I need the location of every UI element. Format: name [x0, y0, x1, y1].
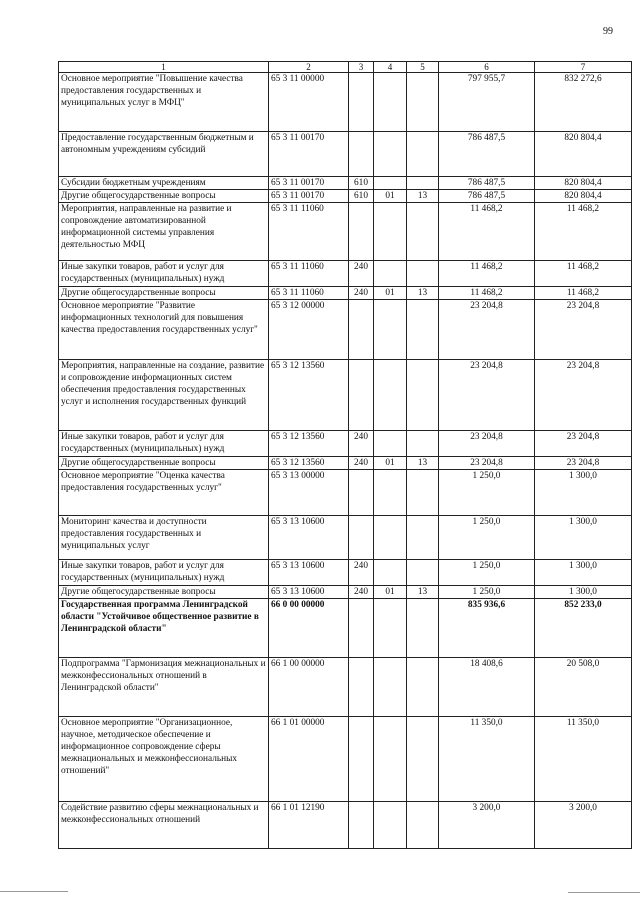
row-col-4: [374, 431, 407, 457]
row-col-3: [349, 470, 374, 516]
row-col-4: [374, 658, 407, 717]
row-col-3: [349, 516, 374, 560]
row-col-4: 01: [374, 287, 407, 300]
row-col-3: [349, 73, 374, 132]
row-value-col-7: 852 233,0: [535, 599, 632, 658]
row-value-col-7: 23 204,8: [535, 431, 632, 457]
row-col-4: 01: [374, 457, 407, 470]
table-row: [59, 177, 632, 190]
row-col-5: [407, 73, 439, 132]
row-col-4: [374, 560, 407, 586]
row-value-col-6: 23 204,8: [439, 360, 535, 431]
row-col-4: [374, 203, 407, 261]
row-name: Содействие развитию сферы межнациональных и межконфессиональных отношений: [59, 802, 269, 849]
row-col-3: 610: [349, 190, 374, 203]
table-row: [59, 560, 632, 586]
row-code: 65 3 11 00170: [269, 132, 349, 177]
table-row: [59, 658, 632, 717]
row-col-3: [349, 717, 374, 802]
row-value-col-6: 797 955,7: [439, 73, 535, 132]
row-value-col-6: 23 204,8: [439, 431, 535, 457]
row-value-col-7: 832 272,6: [535, 73, 632, 132]
row-value-col-6: 786 487,5: [439, 190, 535, 203]
row-name: Мероприятия, направленные на развитие и сопровождение автоматизированной информационной системы управления деятельностью МФЦ: [59, 203, 269, 261]
row-col-5: 13: [407, 586, 439, 599]
row-code: 65 3 11 00170: [269, 177, 349, 190]
row-value-col-6: 1 250,0: [439, 470, 535, 516]
table-row: [59, 599, 632, 658]
row-code: 65 3 11 00170: [269, 190, 349, 203]
row-name: Основное мероприятие "Оценка качества предоставления государственных услуг": [59, 470, 269, 516]
row-value-col-6: 11 350,0: [439, 717, 535, 802]
row-col-3: [349, 132, 374, 177]
row-code: 65 3 12 13560: [269, 360, 349, 431]
table-row: [59, 457, 632, 470]
row-name: Основное мероприятие "Развитие информационных технологий для повышения качества предоставления государственных услуг": [59, 300, 269, 360]
row-value-col-7: 20 508,0: [535, 658, 632, 717]
row-value-col-7: 23 204,8: [535, 300, 632, 360]
row-value-col-7: 1 300,0: [535, 470, 632, 516]
row-col-4: [374, 802, 407, 849]
row-col-5: 13: [407, 457, 439, 470]
row-name: Субсидии бюджетным учреждениям: [59, 177, 269, 190]
row-name: Предоставление государственным бюджетным и автономным учреждениям субсидий: [59, 132, 269, 177]
row-value-col-6: 835 936,6: [439, 599, 535, 658]
table-row: [59, 802, 632, 849]
row-name: Основное мероприятие "Повышение качества предоставления государственных и муниципальных услуг в МФЦ": [59, 73, 269, 132]
row-col-4: [374, 132, 407, 177]
header-col-7: 7: [535, 62, 632, 73]
row-value-col-6: 1 250,0: [439, 516, 535, 560]
row-col-3: [349, 203, 374, 261]
row-col-5: [407, 470, 439, 516]
row-code: 66 1 01 12190: [269, 802, 349, 849]
row-col-5: [407, 599, 439, 658]
table-row: [59, 203, 632, 261]
row-value-col-6: 18 408,6: [439, 658, 535, 717]
row-col-5: [407, 431, 439, 457]
row-value-col-6: 11 468,2: [439, 261, 535, 287]
row-col-4: 01: [374, 190, 407, 203]
row-code: 65 3 11 11060: [269, 203, 349, 261]
row-value-col-6: 1 250,0: [439, 560, 535, 586]
row-code: 65 3 13 10600: [269, 586, 349, 599]
row-col-3: [349, 802, 374, 849]
row-col-5: 13: [407, 287, 439, 300]
row-value-col-7: 11 468,2: [535, 287, 632, 300]
budget-table: [58, 61, 632, 849]
row-value-col-6: 786 487,5: [439, 132, 535, 177]
table-row: [59, 190, 632, 203]
row-col-5: [407, 132, 439, 177]
row-name: Подпрограмма "Гармонизация межнациональных и межконфессиональных отношений в Ленинградской области": [59, 658, 269, 717]
table-row: [59, 431, 632, 457]
row-col-5: [407, 261, 439, 287]
row-value-col-6: 1 250,0: [439, 586, 535, 599]
row-value-col-6: 23 204,8: [439, 300, 535, 360]
row-value-col-7: 11 350,0: [535, 717, 632, 802]
page-number: 99: [603, 26, 613, 37]
row-code: 65 3 11 11060: [269, 287, 349, 300]
row-value-col-7: 23 204,8: [535, 457, 632, 470]
row-value-col-6: 23 204,8: [439, 457, 535, 470]
row-col-3: [349, 599, 374, 658]
table-row: [59, 586, 632, 599]
table-row: [59, 261, 632, 287]
row-name: Мониторинг качества и доступности предоставления государственных и муниципальных услуг: [59, 516, 269, 560]
header-col-6: 6: [439, 62, 535, 73]
row-code: 65 3 13 00000: [269, 470, 349, 516]
row-col-4: [374, 300, 407, 360]
row-col-5: [407, 658, 439, 717]
header-col-3: 3: [349, 62, 374, 73]
row-value-col-7: 820 804,4: [535, 177, 632, 190]
row-col-4: [374, 73, 407, 132]
row-value-col-6: 3 200,0: [439, 802, 535, 849]
row-col-5: [407, 717, 439, 802]
table-row: [59, 300, 632, 360]
row-name: Иные закупки товаров, работ и услуг для государственных (муниципальных) нужд: [59, 261, 269, 287]
row-value-col-7: 1 300,0: [535, 560, 632, 586]
row-col-5: [407, 177, 439, 190]
row-code: 65 3 12 13560: [269, 457, 349, 470]
row-code: 66 1 00 00000: [269, 658, 349, 717]
row-value-col-7: 820 804,4: [535, 132, 632, 177]
row-code: 66 0 00 00000: [269, 599, 349, 658]
row-code: 65 3 12 13560: [269, 431, 349, 457]
row-col-3: 240: [349, 457, 374, 470]
row-col-5: [407, 802, 439, 849]
row-col-4: [374, 516, 407, 560]
row-name: Мероприятия, направленные на создание, развитие и сопровождение информационных систем обеспечения предоставления государственных услуг и исполнения государственных функций: [59, 360, 269, 431]
table-row: [59, 516, 632, 560]
row-col-4: 01: [374, 586, 407, 599]
row-value-col-7: 820 804,4: [535, 190, 632, 203]
row-col-4: [374, 470, 407, 516]
row-col-4: [374, 360, 407, 431]
row-code: 65 3 13 10600: [269, 516, 349, 560]
row-col-5: [407, 300, 439, 360]
row-value-col-7: 1 300,0: [535, 586, 632, 599]
row-col-3: 610: [349, 177, 374, 190]
row-col-4: [374, 177, 407, 190]
row-value-col-7: 23 204,8: [535, 360, 632, 431]
row-code: 66 1 01 00000: [269, 717, 349, 802]
row-name: Государственная программа Ленинградской области "Устойчивое общественное развитие в Ленинградской области": [59, 599, 269, 658]
table-row: [59, 132, 632, 177]
row-name: Основное мероприятие "Организационное, научное, методическое обеспечение и информационное сопровождение сферы межнациональных и межконфессиональных отношений": [59, 717, 269, 802]
row-col-3: 240: [349, 586, 374, 599]
row-col-5: 13: [407, 190, 439, 203]
header-col-4: 4: [374, 62, 407, 73]
table-row: [59, 717, 632, 802]
row-value-col-7: 11 468,2: [535, 261, 632, 287]
row-code: 65 3 11 00000: [269, 73, 349, 132]
row-col-3: 240: [349, 560, 374, 586]
row-value-col-6: 11 468,2: [439, 203, 535, 261]
row-col-5: [407, 360, 439, 431]
row-col-3: [349, 658, 374, 717]
table-row: [59, 360, 632, 431]
row-col-4: [374, 717, 407, 802]
row-col-3: 240: [349, 261, 374, 287]
row-code: 65 3 11 11060: [269, 261, 349, 287]
row-col-3: [349, 360, 374, 431]
row-value-col-7: 1 300,0: [535, 516, 632, 560]
row-name: Другие общегосударственные вопросы: [59, 287, 269, 300]
header-col-1: 1: [59, 62, 269, 73]
table-row: [59, 287, 632, 300]
row-name: Иные закупки товаров, работ и услуг для государственных (муниципальных) нужд: [59, 560, 269, 586]
row-value-col-6: 786 487,5: [439, 177, 535, 190]
scan-artifact-bottom-right: [568, 892, 640, 893]
row-name: Иные закупки товаров, работ и услуг для государственных (муниципальных) нужд: [59, 431, 269, 457]
row-value-col-6: 11 468,2: [439, 287, 535, 300]
row-name: Другие общегосударственные вопросы: [59, 457, 269, 470]
header-col-2: 2: [269, 62, 349, 73]
row-code: 65 3 12 00000: [269, 300, 349, 360]
table-row: [59, 73, 632, 132]
table-row: [59, 470, 632, 516]
row-col-5: [407, 516, 439, 560]
row-col-5: [407, 560, 439, 586]
row-col-4: [374, 261, 407, 287]
row-code: 65 3 13 10600: [269, 560, 349, 586]
row-col-4: [374, 599, 407, 658]
row-name: Другие общегосударственные вопросы: [59, 190, 269, 203]
row-col-5: [407, 203, 439, 261]
header-col-5: 5: [407, 62, 439, 73]
row-value-col-7: 3 200,0: [535, 802, 632, 849]
row-col-3: [349, 300, 374, 360]
row-col-3: 240: [349, 431, 374, 457]
row-value-col-7: 11 468,2: [535, 203, 632, 261]
table-header-row: [59, 62, 632, 73]
scan-artifact-bottom-left: [0, 891, 68, 892]
row-col-3: 240: [349, 287, 374, 300]
row-name: Другие общегосударственные вопросы: [59, 586, 269, 599]
